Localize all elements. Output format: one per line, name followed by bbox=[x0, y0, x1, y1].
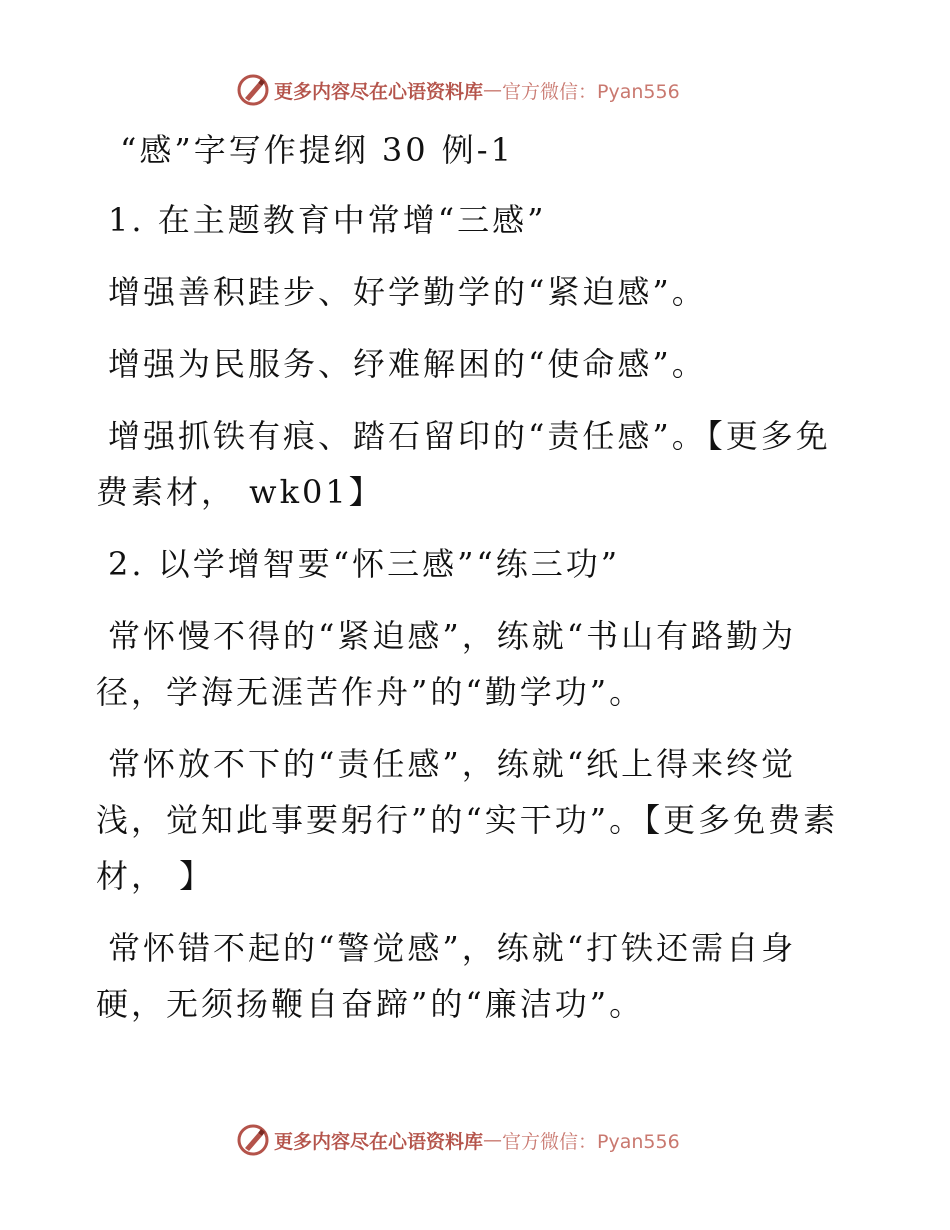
watermark-footer bbox=[236, 1122, 716, 1158]
paragraph: 增强为民服务、纾难解困的“使命感”。 bbox=[108, 345, 707, 383]
document-body bbox=[96, 122, 856, 1048]
pen-logo-icon bbox=[236, 73, 270, 107]
watermark-text: 更多内容尽在心语资料库 bbox=[274, 80, 484, 103]
paragraph: 常怀错不起的“警觉感”，练就“打铁还需自身硬，无须扬鞭自奋蹄”的“廉洁功”。 bbox=[96, 929, 797, 1023]
paragraph: 常怀慢不得的“紧迫感”，练就“书山有路勤为径，学海无涯苦作舟”的“勤学功”。 bbox=[96, 617, 797, 711]
document-title: “感”字写作提纲 30 例-1 bbox=[120, 131, 514, 169]
paragraph: 增强善积跬步、好学勤学的“紧迫感”。 bbox=[108, 273, 707, 311]
watermark-dash: — bbox=[483, 79, 503, 101]
section-heading: 1. 在主题教育中常增“三感” bbox=[108, 201, 547, 239]
paragraph: 常怀放不下的“责任感”，练就“纸上得来终觉浅，觉知此事要躬行”的“实干功”。【更多免费素材， 】 bbox=[96, 745, 839, 895]
section-heading: 2. 以学增智要“怀三感”“练三功” bbox=[108, 545, 621, 583]
pen-logo-icon bbox=[236, 1123, 270, 1157]
watermark-dash: — bbox=[483, 1129, 503, 1151]
paragraph: 增强抓铁有痕、踏石留印的“责任感”。【更多免费素材， wk01】 bbox=[96, 417, 831, 511]
watermark-header bbox=[236, 72, 716, 108]
watermark-contact: 官方微信：Pyan556 bbox=[502, 80, 680, 103]
watermark-text: 更多内容尽在心语资料库 bbox=[274, 1130, 484, 1153]
watermark-contact: 官方微信：Pyan556 bbox=[502, 1130, 680, 1153]
